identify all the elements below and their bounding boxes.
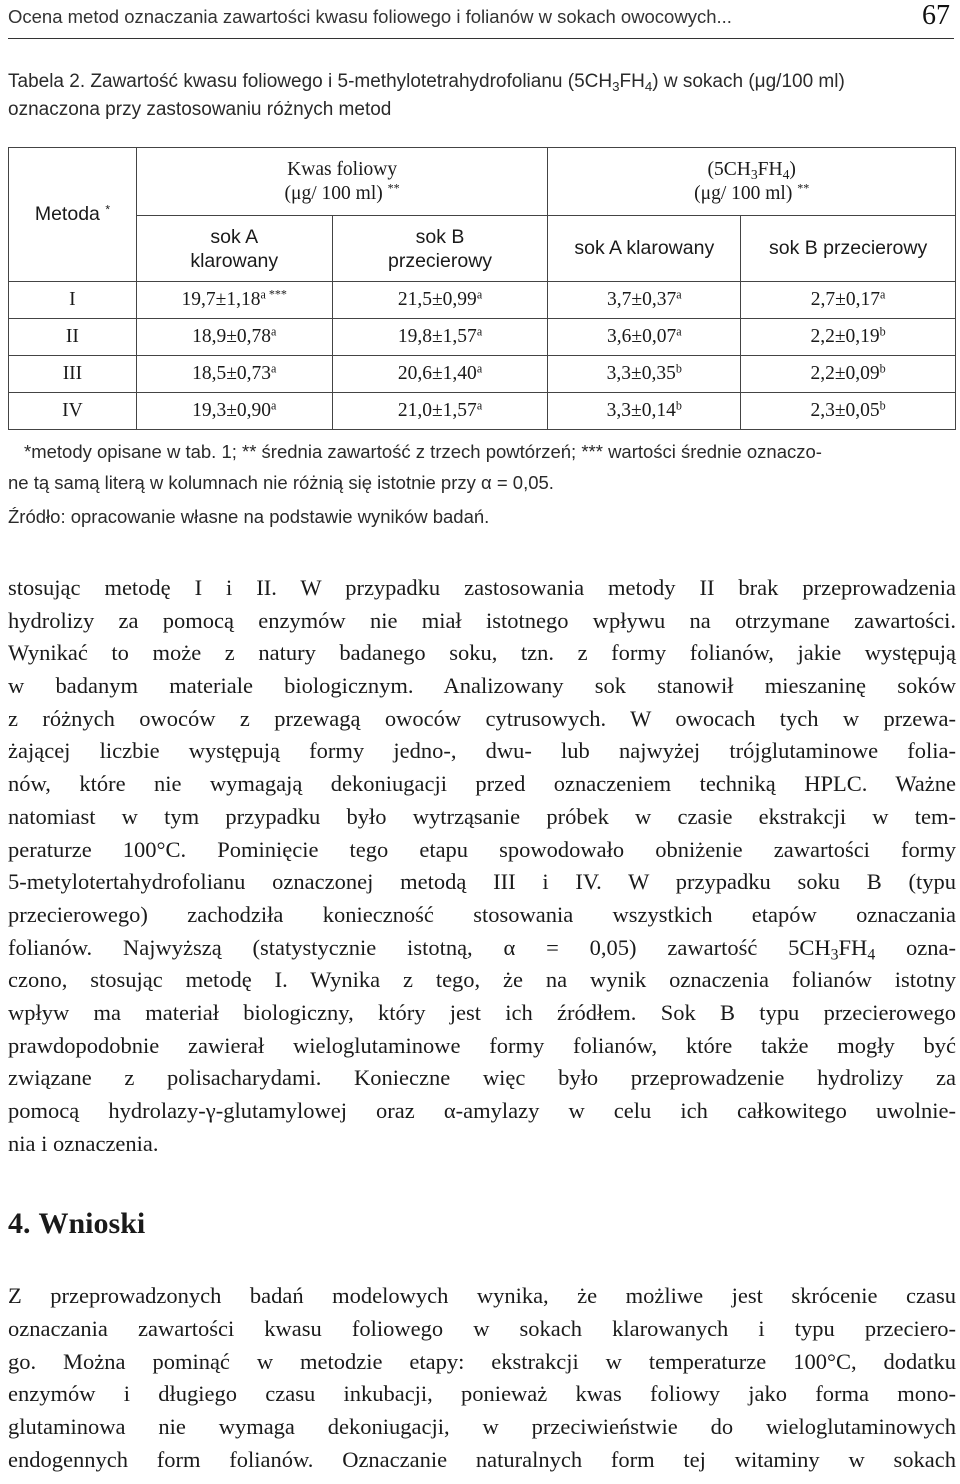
body-line: przecierowego) zachodziła konieczność stosowania wszystkich etapów oznaczania bbox=[8, 901, 956, 927]
subheader-sok-a-1-line2: klarowany bbox=[190, 249, 279, 272]
body-line: natomiast w tym przypadku było wytrząsanie próbek w czasie ekstrakcji w tem- bbox=[8, 803, 956, 829]
significance-letter: a bbox=[880, 287, 886, 302]
significance-letter: b bbox=[879, 324, 886, 339]
subheader-sok-b-2: sok B przecierowy bbox=[741, 216, 956, 282]
value-cell bbox=[741, 319, 956, 356]
page-number: 67 bbox=[922, 0, 950, 31]
header-metoda-sup: * bbox=[105, 202, 111, 217]
value-cell bbox=[548, 356, 741, 393]
results-table bbox=[8, 147, 956, 430]
conclusion-line: endogennych form folianów. Oznaczanie naturalnych form tej witaminy w sokach bbox=[8, 1446, 956, 1472]
value: 2,3±0,05 bbox=[810, 400, 880, 421]
header-5ch3fh4-title bbox=[548, 158, 955, 182]
value-cell bbox=[548, 282, 741, 319]
running-header bbox=[8, 0, 954, 39]
header-5ch3fh4-unit bbox=[548, 182, 955, 206]
caption-subscript: 3 bbox=[612, 78, 620, 94]
value: 3,3±0,35 bbox=[606, 363, 676, 384]
significance-letter: a bbox=[476, 361, 483, 376]
body-line: żającej liczbie występują formy jedno-, dwu- lub najwyżej trójglutaminowe folia- bbox=[8, 738, 956, 764]
body-paragraph bbox=[8, 572, 956, 1160]
body-line bbox=[8, 932, 956, 965]
value-cell bbox=[136, 319, 332, 356]
header-kwas-unit bbox=[137, 182, 548, 206]
value-cell bbox=[332, 319, 548, 356]
header-5ch3fh4-unit-text: (μg/ 100 ml) bbox=[694, 182, 793, 204]
value: 18,9±0,78 bbox=[192, 326, 272, 347]
significance-letter: a bbox=[476, 287, 483, 302]
body-line: 5-metylotertahydrofolianu oznaczonej metodą III i IV. W przypadku soku B (typu bbox=[8, 869, 956, 895]
footnote-line-2: ne tą samą literą w kolumnach nie różnią się istotnie przy α = 0,05. bbox=[8, 472, 554, 493]
significance-letter: a bbox=[676, 324, 682, 339]
subheader-sok-b-1 bbox=[332, 216, 548, 282]
body-line: związane z polisacharydami. Konieczne więc było przeprowadzenie hydrolizy za bbox=[8, 1065, 956, 1091]
body-line: prawdopodobnie zawierał wieloglutaminowe formy folianów, które także mogły być bbox=[8, 1032, 956, 1058]
table-caption bbox=[8, 68, 954, 124]
body-line: stosując metodę I i II. W przypadku zastosowania metody II brak przeprowadzenia bbox=[8, 575, 956, 600]
subheader-sok-a-1-line1: sok A bbox=[210, 225, 259, 248]
header-5ch3fh4-sub: 3 bbox=[750, 166, 758, 182]
value-cell bbox=[136, 356, 332, 393]
significance-letter: b bbox=[675, 361, 682, 376]
caption-subscript: 4 bbox=[644, 78, 653, 94]
value: 20,6±1,40 bbox=[397, 363, 477, 384]
body-text-fragment: folianów. Najwyższą (statystycznie istotną, α = 0,05) zawartość 5CH bbox=[8, 934, 831, 960]
value: 2,2±0,09 bbox=[810, 363, 880, 384]
value-cell bbox=[741, 393, 956, 430]
section-number: 4. bbox=[8, 1207, 31, 1240]
caption-line-1 bbox=[8, 68, 954, 96]
section-heading bbox=[8, 1207, 145, 1241]
table-row bbox=[9, 282, 956, 319]
caption-text-c: ) w sokach (μg/100 ml) bbox=[652, 71, 845, 92]
method-cell: IV bbox=[9, 393, 137, 430]
body-line: nów, które nie wymagają dekoniugacji przed oznaczeniem techniką HPLC. Ważne bbox=[8, 771, 956, 797]
header-5ch3fh4-a: (5CH bbox=[707, 158, 751, 180]
caption-text-b: FH bbox=[619, 71, 645, 92]
value: 3,3±0,14 bbox=[606, 400, 676, 421]
conclusion-line: enzymów i długiego czasu inkubacji, ponieważ kwas foliowy jako forma mono- bbox=[8, 1381, 956, 1407]
significance-letter: a bbox=[271, 398, 277, 413]
significance-letter: b bbox=[879, 361, 886, 376]
subheader-sok-b-1-line2: przecierowy bbox=[388, 249, 493, 272]
subheader-sok-a-2: sok A klarowany bbox=[548, 216, 741, 282]
header-kwas-foliowy bbox=[136, 148, 548, 216]
value: 19,7±1,18 bbox=[181, 289, 261, 310]
body-line: czono, stosując metodę I. Wynika z tego, że na wynik oznaczenia folianów istotny bbox=[8, 967, 956, 993]
conclusions-paragraph bbox=[8, 1280, 956, 1477]
value: 21,0±1,57 bbox=[397, 400, 477, 421]
significance-letter: b bbox=[879, 398, 886, 413]
header-5ch3fh4-sub: 4 bbox=[782, 166, 790, 182]
table-subheader-row bbox=[9, 216, 956, 282]
body-line: pomocą hydrolazy-γ-glutamylowej oraz α-amylazy w celu ich całkowitego uwolnie- bbox=[8, 1098, 956, 1123]
significance-letter: a bbox=[271, 324, 277, 339]
value-cell bbox=[741, 356, 956, 393]
value: 3,6±0,07 bbox=[607, 326, 677, 347]
body-line: nia i oznaczenia. bbox=[8, 1130, 159, 1156]
method-cell: II bbox=[9, 319, 137, 356]
significance-letter: b bbox=[675, 398, 682, 413]
section-title: Wnioski bbox=[38, 1207, 146, 1240]
body-text-fragment: ozna- bbox=[875, 934, 956, 960]
value-cell bbox=[548, 319, 741, 356]
value: 18,5±0,73 bbox=[192, 363, 272, 384]
value: 3,7±0,37 bbox=[607, 289, 677, 310]
significance-letter: a bbox=[476, 324, 483, 339]
table-row bbox=[9, 393, 956, 430]
conclusion-line: glutaminowa nie wymaga dekoniugacji, w przeciwieństwie do wieloglutaminowych bbox=[8, 1414, 956, 1440]
header-kwas-unit-sup: ** bbox=[387, 180, 400, 195]
formula-subscript: 3 bbox=[830, 946, 839, 964]
header-metoda bbox=[9, 148, 137, 282]
header-kwas-unit-text: (μg/ 100 ml) bbox=[284, 182, 383, 204]
value-cell bbox=[332, 356, 548, 393]
value-cell bbox=[332, 393, 548, 430]
caption-text-a: Zawartość kwasu foliowego i 5-methylotetrahydrofolianu (5CH bbox=[90, 71, 613, 92]
footnote-line-1: *metody opisane w tab. 1; ** średnia zawartość z trzech powtórzeń; *** wartości średnie oznaczo- bbox=[24, 441, 822, 462]
method-cell: III bbox=[9, 356, 137, 393]
table-footnote bbox=[8, 436, 954, 498]
conclusion-line: go. Można pominąć w metodzie etapy: ekstrakcji w temperaturze 100°C, dodatku bbox=[8, 1348, 956, 1374]
subheader-sok-b-1-line1: sok B bbox=[415, 225, 465, 248]
body-line: peraturze 100°C. Pominięcie tego etapu spowodowało obniżenie zawartości formy bbox=[8, 836, 956, 862]
significance-letter: a bbox=[476, 398, 483, 413]
value-cell bbox=[548, 393, 741, 430]
conclusion-line: oznaczania zawartości kwasu foliowego w sokach klarowanych i typu przeciero- bbox=[8, 1315, 956, 1341]
value: 19,3±0,90 bbox=[192, 400, 272, 421]
method-cell: I bbox=[9, 282, 137, 319]
caption-label: Tabela 2. bbox=[8, 71, 86, 92]
formula-subscript: 4 bbox=[867, 946, 876, 964]
conclusion-line: Z przeprowadzonych badań modelowych wynika, że możliwe jest skrócenie czasu bbox=[8, 1283, 956, 1308]
running-title: Ocena metod oznaczania zawartości kwasu foliowego i folianów w sokach owocowych... bbox=[8, 6, 732, 27]
significance-letter: a *** bbox=[260, 287, 287, 302]
header-kwas-title: Kwas foliowy bbox=[287, 158, 398, 180]
header-5ch3fh4-b: FH bbox=[757, 158, 783, 180]
header-5ch3fh4-c: ) bbox=[789, 158, 796, 180]
value-cell bbox=[741, 282, 956, 319]
header-5ch3fh4 bbox=[548, 148, 956, 216]
caption-line-2: oznaczona przy zastosowaniu różnych metod bbox=[8, 99, 392, 120]
value-cell bbox=[332, 282, 548, 319]
value-cell bbox=[136, 393, 332, 430]
significance-letter: a bbox=[271, 361, 277, 376]
body-line: hydrolizy za pomocą enzymów nie miał istotnego wpływu na otrzymane zawartości. bbox=[8, 607, 956, 633]
header-metoda-label: Metoda bbox=[34, 203, 100, 225]
body-line: Wynikać to może z natury badanego soku, tzn. z formy folianów, jakie występują bbox=[8, 640, 956, 666]
value-cell bbox=[136, 282, 332, 319]
value: 2,2±0,19 bbox=[810, 326, 880, 347]
table-row bbox=[9, 356, 956, 393]
body-line: z różnych owoców z przewagą owoców cytrusowych. W owocach tych w przewa- bbox=[8, 705, 956, 731]
body-line: wpływ ma materiał biologiczny, który jest ich źródłem. Sok B typu przecierowego bbox=[8, 999, 956, 1025]
body-line: w badanym materiale biologicznym. Analizowany sok stanowił mieszaninę soków bbox=[8, 673, 956, 699]
subheader-sok-a-1 bbox=[136, 216, 332, 282]
table-header-row bbox=[9, 148, 956, 216]
significance-letter: a bbox=[676, 287, 682, 302]
value: 19,8±1,57 bbox=[397, 326, 477, 347]
value: 2,7±0,17 bbox=[810, 289, 880, 310]
body-text-fragment: FH bbox=[838, 934, 868, 960]
header-5ch3fh4-unit-sup: ** bbox=[797, 180, 810, 195]
table-row bbox=[9, 319, 956, 356]
value: 21,5±0,99 bbox=[397, 289, 477, 310]
source-note: Źródło: opracowanie własne na podstawie wyników badań. bbox=[8, 506, 490, 527]
